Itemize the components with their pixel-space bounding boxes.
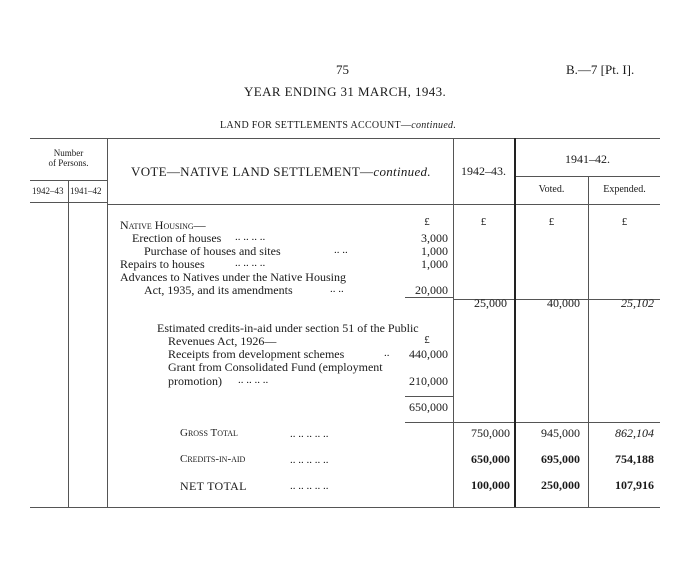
table-header-bottom-rule <box>108 204 660 205</box>
persons-column-edge <box>107 138 108 507</box>
table-top-rule <box>30 138 660 139</box>
credit-item-label: Receipts from development schemes <box>168 347 345 361</box>
gross-total-expended: 862,104 <box>615 426 654 440</box>
line-item-amount: 20,000 <box>415 283 448 297</box>
line-item-amount: 3,000 <box>421 231 448 245</box>
line-item-label: Erection of houses <box>132 231 222 245</box>
credits-intro-line2: Revenues Act, 1926— <box>168 334 277 348</box>
document-reference: B.—7 [Pt. I]. <box>566 62 635 77</box>
credits-total-rule <box>405 422 660 423</box>
persons-header: Number of Persons. <box>48 148 89 168</box>
gross-total-label: Gross Total <box>180 427 238 439</box>
persons-column-divider <box>68 180 69 507</box>
column-header-expended: Expended. <box>603 184 646 195</box>
credits-in-aid-expended: 754,188 <box>615 452 654 466</box>
housing-voted-1941-42: 40,000 <box>547 296 580 310</box>
line-item-amount: 1,000 <box>421 244 448 258</box>
net-total-label: NET TOTAL <box>180 479 247 493</box>
column-header-1942-43: 1942–43. <box>461 164 506 178</box>
leader-dots: .. .. .. .. <box>235 257 266 269</box>
housing-expended-1941-42: 25,102 <box>621 296 654 310</box>
column-1942-43-left-edge <box>453 138 454 507</box>
currency-symbol-voted: £ <box>548 216 555 228</box>
table-bottom-rule <box>30 507 660 508</box>
persons-header-bottom-rule <box>30 202 108 203</box>
credit-item-amount: 210,000 <box>409 374 448 388</box>
currency-symbol-items: £ <box>424 216 430 228</box>
credits-in-aid-voted: 695,000 <box>541 452 580 466</box>
column-header-voted: Voted. <box>538 184 565 195</box>
persons-col-1942-43: 1942–43 <box>32 186 64 196</box>
net-total-1942-43: 100,000 <box>471 478 510 492</box>
gross-total-voted: 945,000 <box>541 426 580 440</box>
currency-symbol-credits: £ <box>424 334 430 346</box>
leader-dots: .. .. .. .. .. <box>290 428 329 440</box>
page-number: 75 <box>336 62 349 77</box>
line-item-label: Purchase of houses and sites <box>144 244 281 258</box>
native-housing-heading: Native Housing— <box>120 218 206 232</box>
housing-total-1942-43: 25,000 <box>474 296 507 310</box>
credits-in-aid-1942-43: 650,000 <box>471 452 510 466</box>
credit-item-label: Grant from Consolidated Fund (employment <box>168 360 383 374</box>
line-item-amount: 1,000 <box>421 257 448 271</box>
currency-symbol-expended: £ <box>621 216 628 228</box>
page-heading: YEAR ENDING 31 MARCH, 1943. <box>244 84 447 99</box>
credit-item-amount: 440,000 <box>409 347 448 361</box>
leader-dots: .. .. .. .. .. <box>290 454 329 466</box>
leader-dots: .. <box>384 347 390 359</box>
credits-subtotal-rule <box>405 396 453 397</box>
line-item-label: Act, 1935, and its amendments <box>144 283 293 297</box>
column-header-1941-42: 1941–42. <box>565 152 610 166</box>
credits-in-aid-label: Credits-in-aid <box>180 453 246 465</box>
persons-subheader-rule <box>30 180 108 181</box>
net-total-voted: 250,000 <box>541 478 580 492</box>
leader-dots: .. .. .. .. <box>235 231 266 243</box>
vote-title: VOTE—NATIVE LAND SETTLEMENT—continued. <box>131 164 431 179</box>
leader-dots: .. .. <box>330 283 344 295</box>
credits-intro-line1: Estimated credits-in-aid under section 51 of the Public <box>157 321 419 335</box>
persons-col-1941-42: 1941–42 <box>70 186 102 196</box>
line-item-label: Advances to Natives under the Native Housing <box>120 270 346 284</box>
gross-total-1942-43: 750,000 <box>471 426 510 440</box>
account-title: LAND FOR SETTLEMENTS ACCOUNT—continued. <box>220 120 457 131</box>
net-total-expended: 107,916 <box>615 478 654 492</box>
line-item-label: Repairs to houses <box>120 257 205 271</box>
leader-dots: .. .. .. .. <box>238 374 269 386</box>
leader-dots: .. .. <box>334 244 348 256</box>
credits-total: 650,000 <box>409 400 448 414</box>
leader-dots: .. .. .. .. .. <box>290 480 329 492</box>
credit-item-label: promotion) <box>168 374 222 388</box>
currency-symbol-1942-43: £ <box>480 216 487 228</box>
